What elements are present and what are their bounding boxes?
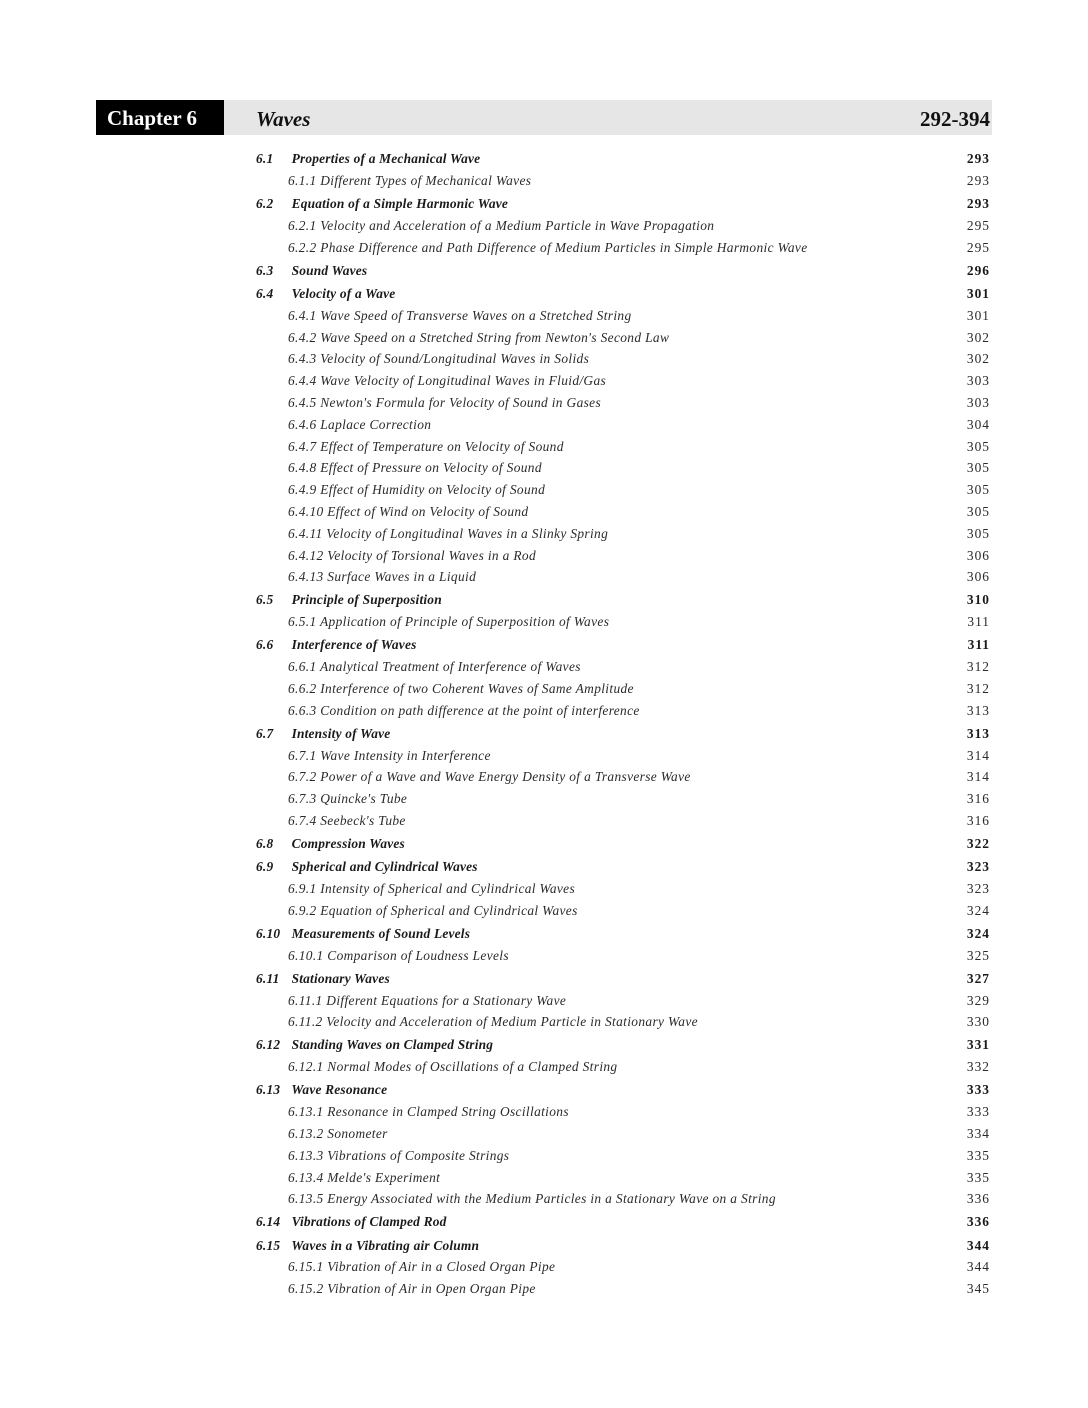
toc-entry-title: Principle of Superposition <box>291 592 442 608</box>
toc-entry-number: 6.10.1 <box>288 947 324 963</box>
toc-entry-title: Wave Velocity of Longitudinal Waves in Fluid/Gas <box>320 373 607 389</box>
toc-entry-page-number: 312 <box>966 680 990 696</box>
toc-entry-page-number: 303 <box>966 373 990 389</box>
toc-subsection-entry[interactable] <box>256 788 990 810</box>
toc-section-entry[interactable] <box>256 856 990 878</box>
toc-entry-title: Wave Resonance <box>291 1082 388 1098</box>
toc-entry-number: 6.4.8 <box>288 460 317 476</box>
toc-entry-title: Laplace Correction <box>320 416 432 432</box>
toc-entry-number: 6.7.2 <box>288 769 317 785</box>
toc-entry-number: 6.8 <box>256 836 274 852</box>
toc-subsection-entry[interactable] <box>256 370 990 392</box>
toc-entry-page-number: 314 <box>966 769 990 785</box>
toc-entry-page-number: 330 <box>966 1014 990 1030</box>
toc-entry-page-number: 293 <box>966 196 990 212</box>
toc-entry-page-number: 324 <box>966 925 990 941</box>
toc-entry-number: 6.13.4 <box>288 1169 324 1185</box>
toc-entry-title: Wave Speed of Transverse Waves on a Stretched String <box>320 307 632 323</box>
toc-entry-title: Wave Speed on a Stretched String from Newton's Second Law <box>320 329 670 345</box>
toc-entry-page-number: 323 <box>966 880 990 896</box>
toc-section-entry[interactable] <box>256 923 990 945</box>
toc-section-entry[interactable] <box>256 968 990 990</box>
toc-entry-page-number: 322 <box>966 836 990 852</box>
toc-entry-number: 6.11.1 <box>288 992 323 1008</box>
chapter-page-range: 292-394 <box>920 107 990 131</box>
toc-subsection-entry[interactable] <box>256 766 990 788</box>
toc-entry-title: Vibrations of Composite Strings <box>327 1147 510 1163</box>
toc-entry-page-number: 296 <box>966 262 990 278</box>
toc-entry-title: Effect of Humidity on Velocity of Sound <box>320 482 546 498</box>
toc-subsection-entry[interactable] <box>256 945 990 967</box>
toc-entry-page-number: 304 <box>966 416 990 432</box>
toc-entry-page-number: 327 <box>966 970 990 986</box>
toc-section-entry[interactable] <box>256 723 990 745</box>
toc-entry-title: Vibration of Air in Open Organ Pipe <box>327 1281 536 1297</box>
toc-entry-title: Interference of Waves <box>291 637 417 653</box>
toc-entry-page-number: 295 <box>966 239 990 255</box>
toc-entry-page-number: 329 <box>966 992 990 1008</box>
chapter-label: Chapter 6 <box>96 100 224 135</box>
toc-entry-page-number: 314 <box>966 747 990 763</box>
toc-entry-number: 6.7 <box>256 725 274 741</box>
toc-entry-title: Surface Waves in a Liquid <box>327 569 477 585</box>
toc-entry-title: Velocity and Acceleration of a Medium Particle in Wave Propagation <box>320 217 715 233</box>
toc-entry-number: 6.6.2 <box>288 680 317 696</box>
toc-section-entry[interactable] <box>256 589 990 611</box>
toc-entry-number: 6.4.3 <box>288 351 317 367</box>
toc-entry-title: Different Types of Mechanical Waves <box>320 173 532 189</box>
toc-entry-number: 6.12.1 <box>288 1059 324 1075</box>
toc-entry-number: 6.4.6 <box>288 416 317 432</box>
toc-subsection-entry[interactable] <box>256 170 990 192</box>
toc-subsection-entry[interactable] <box>256 1011 990 1033</box>
toc-subsection-entry[interactable] <box>256 436 990 458</box>
toc-entry-title: Stationary Waves <box>291 970 390 986</box>
toc-entry-page-number: 293 <box>966 173 990 189</box>
toc-subsection-entry[interactable] <box>256 1278 990 1300</box>
toc-entry-number: 6.2.2 <box>288 239 317 255</box>
toc-entry-page-number: 295 <box>966 217 990 233</box>
toc-entry-number: 6.9.2 <box>288 902 317 918</box>
toc-entry-title: Equation of a Simple Harmonic Wave <box>291 196 509 212</box>
toc-entry-page-number: 311 <box>967 637 990 653</box>
toc-subsection-entry[interactable] <box>256 566 990 588</box>
toc-section-entry[interactable] <box>256 833 990 855</box>
toc-entry-number: 6.13 <box>256 1082 281 1098</box>
toc-entry-number: 6.9.1 <box>288 880 317 896</box>
toc-entry-number: 6.7.1 <box>288 747 317 763</box>
toc-entry-number: 6.13.2 <box>288 1125 324 1141</box>
toc-section-entry[interactable] <box>256 260 990 282</box>
toc-entry-page-number: 303 <box>966 394 990 410</box>
toc-entry-number: 6.4.7 <box>288 438 317 454</box>
toc-section-entry[interactable] <box>256 1235 990 1257</box>
toc-subsection-entry[interactable] <box>256 1256 990 1278</box>
toc-subsection-entry[interactable] <box>256 656 990 678</box>
toc-entry-title: Measurements of Sound Levels <box>291 925 471 941</box>
toc-entry-title: Sonometer <box>327 1125 388 1141</box>
toc-entry-page-number: 305 <box>966 503 990 519</box>
toc-entry-page-number: 306 <box>966 569 990 585</box>
toc-entry-title: Velocity of Torsional Waves in a Rod <box>327 547 537 563</box>
toc-subsection-entry[interactable] <box>256 545 990 567</box>
toc-section-entry[interactable] <box>256 1211 990 1233</box>
toc-entry-title: Properties of a Mechanical Wave <box>291 151 481 167</box>
toc-section-entry[interactable] <box>256 283 990 305</box>
toc-entry-title: Normal Modes of Oscillations of a Clamped String <box>327 1059 618 1075</box>
toc-entry-title: Compression Waves <box>291 836 405 852</box>
toc-entry-page-number: 305 <box>966 460 990 476</box>
toc-entry-title: Velocity and Acceleration of Medium Particle in Stationary Wave <box>326 1014 698 1030</box>
toc-entry-number: 6.13.5 <box>288 1191 324 1207</box>
toc-entry-page-number: 302 <box>966 329 990 345</box>
toc-subsection-entry[interactable] <box>256 678 990 700</box>
toc-entry-number: 6.11 <box>256 970 280 986</box>
toc-entry-title: Analytical Treatment of Interference of Waves <box>320 659 581 675</box>
toc-entry-number: 6.4.10 <box>288 503 324 519</box>
toc-entry-page-number: 332 <box>966 1059 990 1075</box>
toc-entry-page-number: 293 <box>966 151 990 167</box>
chapter-title: Waves <box>256 107 311 131</box>
toc-entry-number: 6.2.1 <box>288 217 317 233</box>
toc-entry-page-number: 345 <box>966 1281 990 1297</box>
toc-entry-number: 6.3 <box>256 262 274 278</box>
toc-entry-number: 6.13.1 <box>288 1104 324 1120</box>
toc-subsection-entry[interactable] <box>256 392 990 414</box>
toc-entry-title: Seebeck's Tube <box>320 812 406 828</box>
toc-entry-number: 6.15 <box>256 1237 281 1253</box>
toc-entry-title: Wave Intensity in Interference <box>320 747 491 763</box>
toc-entry-page-number: 336 <box>966 1214 990 1230</box>
toc-subsection-entry[interactable] <box>256 414 990 436</box>
toc-entry-number: 6.12 <box>256 1037 281 1053</box>
toc-entry-page-number: 310 <box>966 592 990 608</box>
toc-entry-title: Intensity of Wave <box>291 725 391 741</box>
toc-subsection-entry[interactable] <box>256 1056 990 1078</box>
toc-entry-page-number: 316 <box>966 812 990 828</box>
toc-entry-number: 6.1.1 <box>288 173 317 189</box>
toc-entry-title: Spherical and Cylindrical Waves <box>291 859 478 875</box>
toc-subsection-entry[interactable] <box>256 745 990 767</box>
toc-entry-page-number: 305 <box>966 438 990 454</box>
toc-subsection-entry[interactable] <box>256 327 990 349</box>
toc-entry-title: Comparison of Loudness Levels <box>327 947 509 963</box>
toc-entry-number: 6.5 <box>256 592 274 608</box>
toc-subsection-entry[interactable] <box>256 215 990 237</box>
toc-subsection-entry[interactable] <box>256 479 990 501</box>
toc-subsection-entry[interactable] <box>256 700 990 722</box>
toc-entry-title: Interference of two Coherent Waves of Same Amplitude <box>320 680 634 696</box>
toc-entry-title: Intensity of Spherical and Cylindrical Waves <box>320 880 576 896</box>
toc-entry-title: Waves in a Vibrating air Column <box>291 1237 480 1253</box>
toc-subsection-entry[interactable] <box>256 1123 990 1145</box>
toc-subsection-entry[interactable] <box>256 990 990 1012</box>
toc-entry-number: 6.2 <box>256 196 274 212</box>
toc-entry-page-number: 333 <box>966 1104 990 1120</box>
toc-entry-title: Velocity of Sound/Longitudinal Waves in Solids <box>320 351 590 367</box>
toc-subsection-entry[interactable] <box>256 457 990 479</box>
toc-entry-number: 6.6 <box>256 637 274 653</box>
toc-entry-title: Equation of Spherical and Cylindrical Waves <box>320 902 578 918</box>
toc-entry-page-number: 305 <box>966 482 990 498</box>
toc-entry-number: 6.4.4 <box>288 373 317 389</box>
toc-entry-page-number: 335 <box>966 1169 990 1185</box>
toc-entry-title: Power of a Wave and Wave Energy Density of a Transverse Wave <box>320 769 691 785</box>
toc-entry-page-number: 305 <box>966 525 990 541</box>
toc-section-entry[interactable] <box>256 1079 990 1101</box>
toc-entry-title: Melde's Experiment <box>327 1169 441 1185</box>
toc-entry-page-number: 311 <box>967 614 990 630</box>
toc-subsection-entry[interactable] <box>256 1167 990 1189</box>
toc-entry-title: Vibration of Air in a Closed Organ Pipe <box>327 1259 556 1275</box>
toc-entry-number: 6.6.1 <box>288 659 317 675</box>
toc-entry-page-number: 324 <box>966 902 990 918</box>
toc-entry-title: Phase Difference and Path Difference of Medium Particles in Simple Harmonic Wave <box>320 239 808 255</box>
toc-entry-title: Effect of Temperature on Velocity of Sound <box>320 438 564 454</box>
toc-entry-page-number: 334 <box>966 1125 990 1141</box>
toc-subsection-entry[interactable] <box>256 501 990 523</box>
toc-entry-number: 6.4.13 <box>288 569 324 585</box>
toc-entry-page-number: 313 <box>966 702 990 718</box>
toc-subsection-entry[interactable] <box>256 1188 990 1210</box>
chapter-header-band <box>96 100 992 135</box>
toc-section-entry[interactable] <box>256 148 990 170</box>
toc-entry-page-number: 333 <box>966 1082 990 1098</box>
toc-entry-number: 6.9 <box>256 859 274 875</box>
toc-entry-number: 6.15.2 <box>288 1281 324 1297</box>
toc-entry-page-number: 306 <box>966 547 990 563</box>
toc-entry-page-number: 301 <box>966 285 990 301</box>
toc-entry-number: 6.4.2 <box>288 329 317 345</box>
toc-entry-page-number: 323 <box>966 859 990 875</box>
toc-entry-title: Resonance in Clamped String Oscillations <box>327 1104 569 1120</box>
toc-entry-number: 6.15.1 <box>288 1259 324 1275</box>
toc-entry-page-number: 335 <box>966 1147 990 1163</box>
toc-entry-page-number: 313 <box>966 725 990 741</box>
toc-entry-number: 6.6.3 <box>288 702 317 718</box>
toc-entry-number: 6.1 <box>256 151 274 167</box>
toc-section-entry[interactable] <box>256 634 990 656</box>
toc-section-entry[interactable] <box>256 1034 990 1056</box>
toc-entry-number: 6.4.1 <box>288 307 317 323</box>
toc-entry-page-number: 344 <box>966 1237 990 1253</box>
toc-entry-page-number: 325 <box>966 947 990 963</box>
toc-entry-number: 6.10 <box>256 925 281 941</box>
toc-entry-title: Effect of Pressure on Velocity of Sound <box>320 460 542 476</box>
toc-subsection-entry[interactable] <box>256 348 990 370</box>
toc-entry-title: Standing Waves on Clamped String <box>291 1037 494 1053</box>
toc-entry-number: 6.5.1 <box>288 614 317 630</box>
toc-subsection-entry[interactable] <box>256 1101 990 1123</box>
toc-entry-number: 6.4.9 <box>288 482 317 498</box>
toc-entry-title: Effect of Wind on Velocity of Sound <box>327 503 529 519</box>
toc-subsection-entry[interactable] <box>256 810 990 832</box>
toc-entry-number: 6.13.3 <box>288 1147 324 1163</box>
toc-subsection-entry[interactable] <box>256 237 990 259</box>
toc-entry-title: Velocity of a Wave <box>291 285 396 301</box>
toc-entry-number: 6.14 <box>256 1214 281 1230</box>
toc-entry-number: 6.4.12 <box>288 547 324 563</box>
toc-entry-page-number: 344 <box>966 1259 990 1275</box>
toc-entry-number: 6.7.4 <box>288 812 317 828</box>
toc-entry-page-number: 302 <box>966 351 990 367</box>
toc-entry-title: Newton's Formula for Velocity of Sound in Gases <box>320 394 602 410</box>
toc-entry-page-number: 301 <box>966 307 990 323</box>
toc-entry-title: Energy Associated with the Medium Particles in a Stationary Wave on a String <box>327 1191 776 1207</box>
toc-entry-page-number: 312 <box>966 659 990 675</box>
toc-subsection-entry[interactable] <box>256 1145 990 1167</box>
toc-entry-number: 6.4 <box>256 285 274 301</box>
table-of-contents <box>256 147 990 1300</box>
toc-entry-page-number: 331 <box>966 1037 990 1053</box>
toc-subsection-entry[interactable] <box>256 305 990 327</box>
toc-section-entry[interactable] <box>256 193 990 215</box>
toc-subsection-entry[interactable] <box>256 611 990 633</box>
toc-entry-title: Quincke's Tube <box>320 791 408 807</box>
toc-entry-number: 6.7.3 <box>288 791 317 807</box>
toc-entry-number: 6.4.5 <box>288 394 317 410</box>
toc-entry-title: Vibrations of Clamped Rod <box>291 1214 447 1230</box>
toc-entry-title: Velocity of Longitudinal Waves in a Slinky Spring <box>326 525 609 541</box>
toc-entry-title: Condition on path difference at the point of interference <box>320 702 640 718</box>
toc-subsection-entry[interactable] <box>256 900 990 922</box>
toc-entry-title: Sound Waves <box>291 262 368 278</box>
toc-entry-title: Application of Principle of Superposition of Waves <box>320 614 610 630</box>
toc-entry-page-number: 316 <box>966 791 990 807</box>
toc-subsection-entry[interactable] <box>256 523 990 545</box>
toc-entry-number: 6.11.2 <box>288 1014 323 1030</box>
toc-entry-page-number: 336 <box>966 1191 990 1207</box>
toc-subsection-entry[interactable] <box>256 878 990 900</box>
toc-entry-title: Different Equations for a Stationary Wave <box>326 992 567 1008</box>
toc-entry-number: 6.4.11 <box>288 525 323 541</box>
